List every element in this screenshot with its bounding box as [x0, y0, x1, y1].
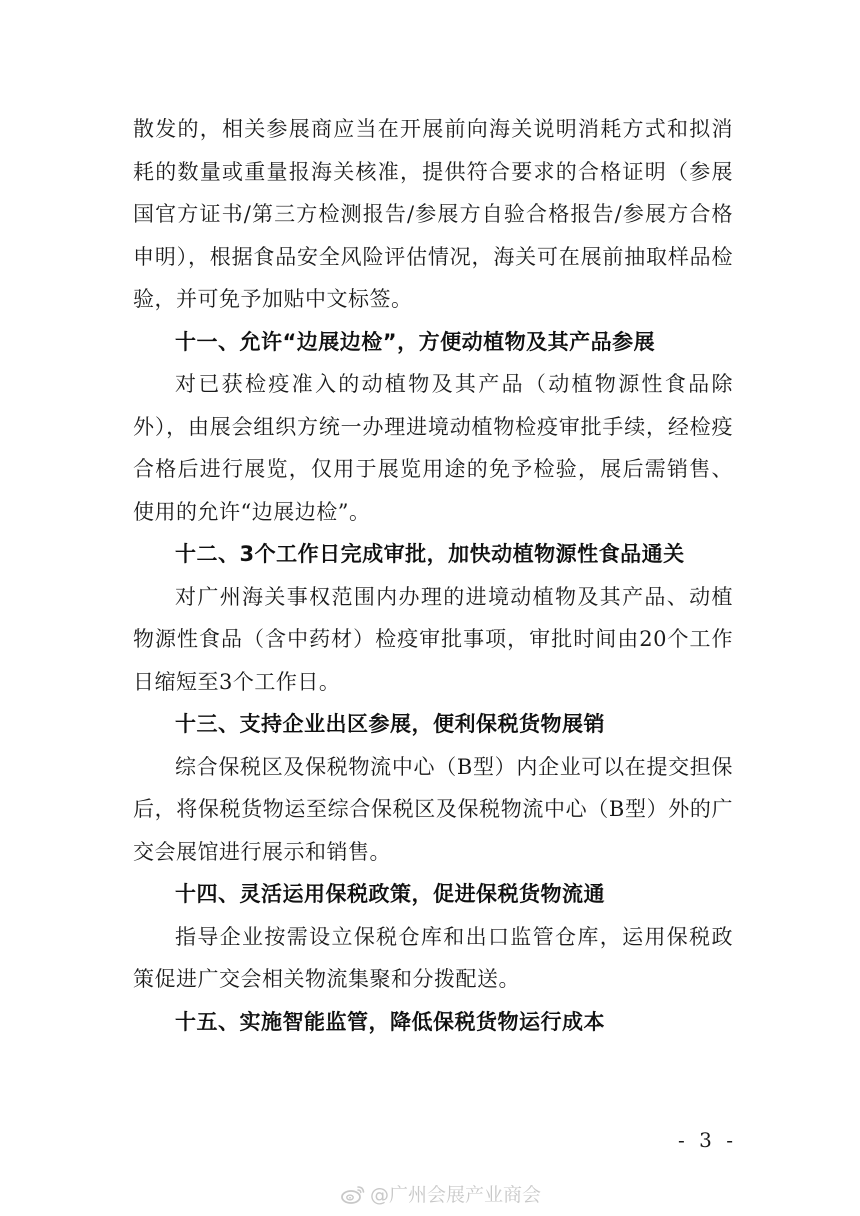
paragraph-11: 对已获检疫准入的动植物及其产品（动植物源性食品除外），由展会组织方统一办理进境动植物检疫审批手续，经检疫合格后进行展览，仅用于展览用途的免予检验，展后需销售、使用的允许“边展边检”。 [133, 372, 733, 524]
section-heading-15: 十五、实施智能监管，降低保税货物运行成本 [175, 1009, 605, 1034]
paragraph-continued: 散发的，相关参展商应当在开展前向海关说明消耗方式和拟消耗的数量或重量报海关核准，提供符合要求的合格证明（参展国官方证书/第三方检测报告/参展方自验合格报告/参展方合格申明），根据食品安全风险评估情况，海关可在展前抽取样品检验，并可免予加贴中文标签。 [133, 117, 733, 311]
watermark [340, 1180, 541, 1207]
paragraph-14: 指导企业按需设立保税仓库和出口监管仓库，运用保税政策促进广交会相关物流集聚和分拨配送。 [133, 924, 733, 991]
section-heading-14: 十四、灵活运用保税政策，促进保税货物流通 [175, 882, 605, 906]
page-number: - 3 - [678, 1128, 737, 1152]
watermark-text: @广州会展产业商会 [370, 1184, 542, 1206]
section-heading-11: 十一、允许“边展边检”，方便动植物及其产品参展 [175, 329, 656, 354]
section-heading-12: 十二、3个工作日完成审批，加快动植物源性食品通关 [175, 542, 685, 566]
section-heading-13: 十三、支持企业出区参展，便利保税货物展销 [175, 712, 605, 736]
weibo-icon [340, 1183, 366, 1205]
paragraph-13: 综合保税区及保税物流中心（B型）内企业可以在提交担保后，将保税货物运至综合保税区及保税物流中心（B型）外的广交会展馆进行展示和销售。 [133, 754, 733, 864]
document-body [133, 108, 733, 1043]
paragraph-12: 对广州海关事权范围内办理的进境动植物及其产品、动植物源性食品（含中药材）检疫审批事项，审批时间由20个工作日缩短至3个工作日。 [133, 584, 733, 694]
